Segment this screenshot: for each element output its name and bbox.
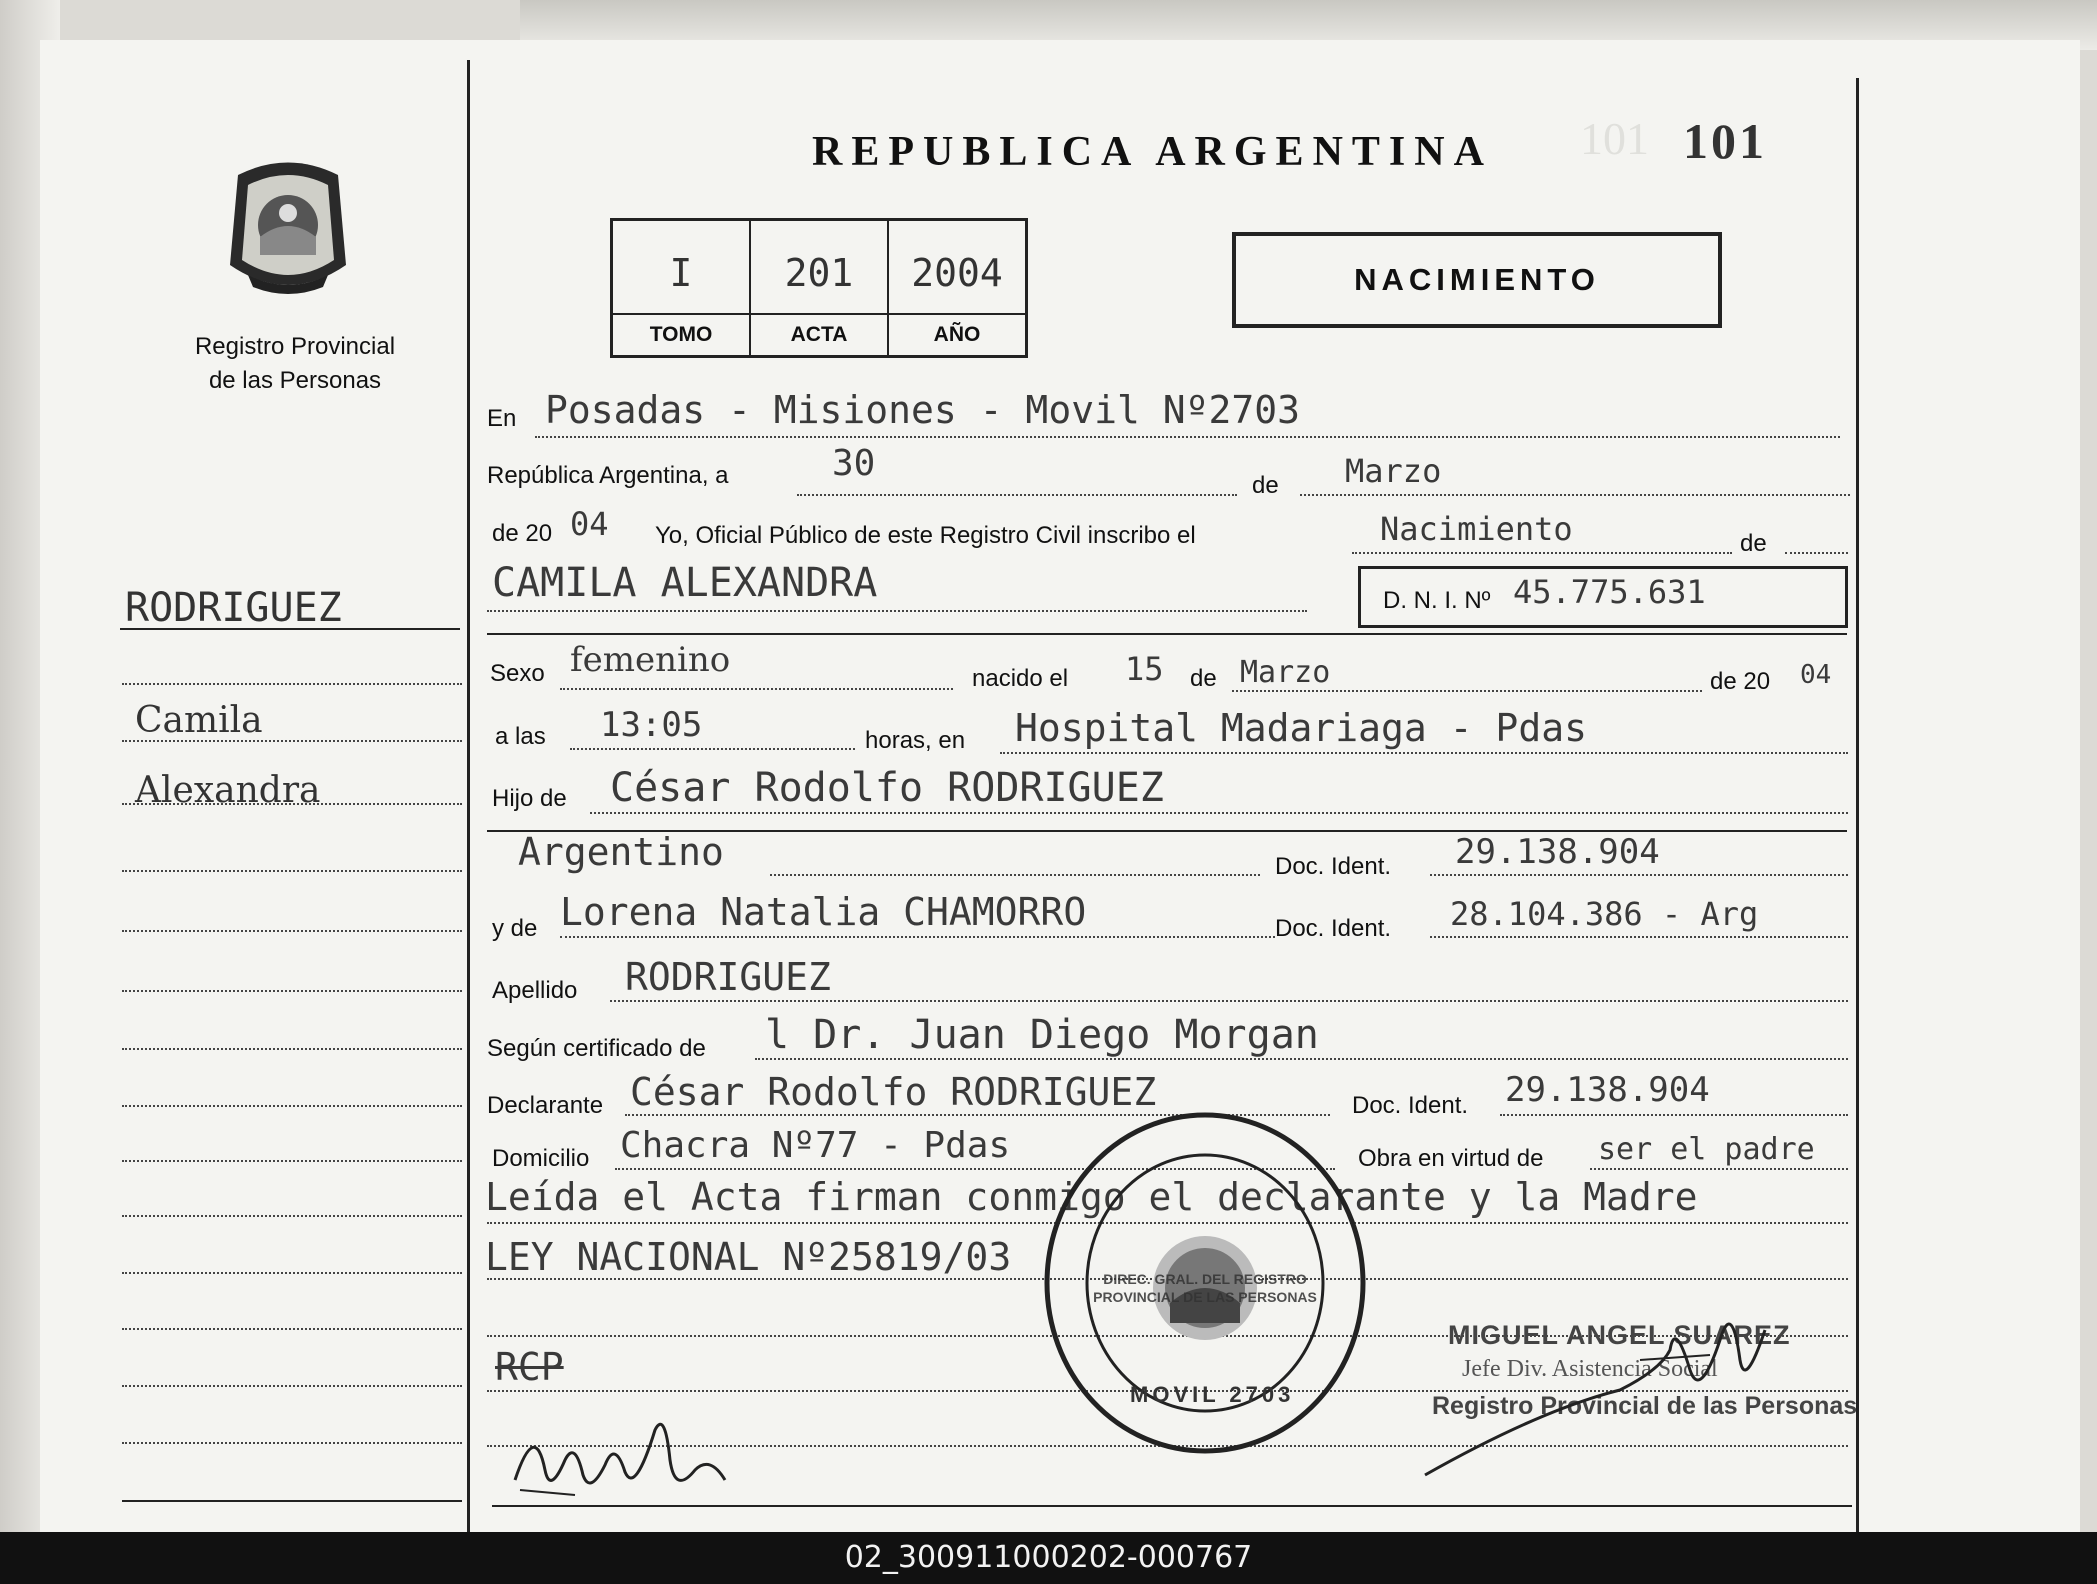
form-line — [797, 494, 1237, 496]
margin-rule — [122, 803, 462, 805]
reference-label: ACTA — [751, 313, 887, 355]
margin-rule — [122, 1105, 462, 1107]
label-doc-ident: Doc. Ident. — [1352, 1092, 1469, 1119]
form-line — [535, 436, 1840, 438]
column-divider — [467, 60, 470, 1532]
field-dni: 45.775.631 — [1513, 573, 1706, 611]
form-line — [610, 1000, 1848, 1002]
label-horas: horas, en — [865, 727, 966, 754]
margin-rule — [122, 1328, 462, 1330]
label-dni: D. N. I. Nº — [1383, 587, 1491, 614]
field-year-suffix: 04 — [570, 505, 609, 543]
country-title: REPUBLICA ARGENTINA — [812, 129, 1493, 175]
field-certificado: l Dr. Juan Diego Morgan — [765, 1012, 1319, 1058]
margin-surname: RODRIGUEZ — [125, 585, 342, 631]
reference-cell-tomo — [613, 221, 751, 355]
form-line — [1000, 752, 1848, 754]
label-apellido: Apellido — [492, 977, 578, 1004]
label-de: de — [1190, 665, 1217, 692]
province-seal-icon — [218, 155, 358, 305]
field-domicilio: Chacra Nº77 - Pdas — [620, 1125, 1011, 1166]
field-declarante: César Rodolfo RODRIGUEZ — [630, 1070, 1157, 1114]
signature-left-icon — [505, 1400, 765, 1510]
label-declarante: Declarante — [487, 1092, 604, 1119]
field-father-name: César Rodolfo RODRIGUEZ — [610, 765, 1164, 811]
margin-rule — [122, 1272, 462, 1274]
image-id-bar: 02_300911000202-000767 — [0, 1532, 2097, 1584]
field-birth-month: Marzo — [1240, 655, 1331, 690]
form-line — [1232, 690, 1702, 692]
label-republica: República Argentina, a — [487, 462, 729, 489]
field-birth-year-suffix: 04 — [1800, 660, 1832, 690]
label-year-prefix: de 20 — [492, 520, 553, 547]
reference-cell-acta — [751, 221, 889, 355]
stamp-sub: MOVIL 2703 — [1130, 1382, 1295, 1407]
field-obra: ser el padre — [1598, 1132, 1815, 1167]
reference-value: 201 — [784, 251, 854, 295]
label-doc-ident: Doc. Ident. — [1275, 915, 1392, 942]
field-birth-place: Hospital Madariaga - Pdas — [1015, 706, 1587, 750]
field-birth-day: 15 — [1125, 650, 1164, 688]
dni-box — [1358, 566, 1848, 628]
registry-name-line: de las Personas — [208, 367, 382, 394]
form-line — [590, 812, 1848, 814]
margin-rule — [122, 930, 462, 932]
form-line — [755, 1058, 1848, 1060]
official-org: Registro Provincial de las Personas — [1432, 1392, 1858, 1420]
margin-rule — [122, 990, 462, 992]
initials: RCP — [495, 1345, 564, 1389]
field-mother-name: Lorena Natalia CHAMORRO — [560, 890, 1087, 934]
margin-rule — [122, 740, 462, 742]
label-doc-ident: Doc. Ident. — [1275, 853, 1392, 880]
reference-value: I — [669, 251, 693, 295]
label-sexo: Sexo — [490, 660, 545, 687]
field-birth-time: 13:05 — [600, 705, 703, 745]
label-obra: Obra en virtud de — [1358, 1145, 1544, 1172]
record-type-box: NACIMIENTO — [1232, 232, 1722, 328]
field-declarante-doc: 29.138.904 — [1505, 1070, 1710, 1110]
field-apellido: RODRIGUEZ — [625, 955, 831, 999]
margin-rule — [122, 1442, 462, 1444]
field-day: 30 — [832, 443, 876, 484]
label-hijo: Hijo de — [492, 785, 567, 812]
label-de: de — [1740, 530, 1767, 557]
form-line — [560, 688, 953, 690]
field-sexo: femenino — [570, 640, 731, 680]
field-registered-act: Nacimiento — [1380, 510, 1573, 548]
form-line — [1500, 1114, 1848, 1116]
official-title: Jefe Div. Asistencia Social — [1462, 1356, 1718, 1382]
label-birth-year-prefix: de 20 — [1710, 668, 1771, 695]
signature-right-icon — [1420, 1260, 1800, 1480]
form-line — [1352, 552, 1732, 554]
faint-page-number: 101 — [1580, 113, 1649, 164]
margin-rule — [122, 870, 462, 872]
label-y-de: y de — [492, 915, 538, 942]
label-en: En — [487, 405, 517, 432]
field-father-nationality: Argentino — [518, 830, 724, 874]
form-line — [1300, 494, 1850, 496]
page-number: 101 — [1683, 113, 1767, 169]
margin-rule — [122, 1500, 462, 1502]
margin-given-name: Alexandra — [135, 770, 321, 811]
label-certificado: Según certificado de — [487, 1035, 706, 1062]
note-line: LEY NACIONAL Nº25819/03 — [485, 1235, 1012, 1279]
field-child-name: CAMILA ALEXANDRA — [492, 560, 878, 606]
form-line — [1785, 552, 1848, 554]
margin-rule — [122, 1160, 462, 1162]
reference-cell-ano — [889, 221, 1025, 355]
margin-rule — [122, 1048, 462, 1050]
margin-rule — [122, 1385, 462, 1387]
reference-value: 2004 — [911, 251, 1003, 295]
field-mother-doc: 28.104.386 - Arg — [1450, 895, 1759, 933]
margin-given-name: Camila — [135, 700, 263, 741]
reference-label: TOMO — [613, 313, 749, 355]
form-line — [1430, 936, 1848, 938]
form-line — [1590, 1168, 1848, 1170]
margin-rule — [120, 628, 460, 630]
reference-label: AÑO — [889, 313, 1025, 355]
form-line — [570, 748, 855, 750]
note-line: Leída el Acta firman conmigo el declarante y la Madre — [485, 1175, 1698, 1219]
registry-name-line: Registro Provincial — [194, 333, 396, 360]
label-de: de — [1252, 472, 1279, 499]
form-line — [560, 936, 1275, 938]
field-place: Posadas - Misiones - Movil Nº2703 — [545, 388, 1300, 432]
label-domicilio: Domicilio — [492, 1145, 590, 1172]
margin-rule — [122, 683, 462, 685]
form-rule — [487, 633, 1847, 635]
reference-table — [610, 218, 1028, 358]
label-nacido: nacido el — [972, 665, 1069, 692]
margin-rule — [122, 1215, 462, 1217]
registry-name — [150, 330, 440, 398]
right-border — [1856, 78, 1859, 1532]
field-month: Marzo — [1345, 452, 1442, 490]
form-line — [487, 610, 1307, 612]
official-name: MIGUEL ANGEL SUAREZ — [1448, 1320, 1791, 1350]
label-statement: Yo, Oficial Público de este Registro Civil inscribo el — [655, 522, 1196, 549]
form-line — [770, 874, 1260, 876]
stamp-text: DIREC. GRAL. DEL REGISTRO PROVINCIAL DE LAS PERSONAS — [1093, 1271, 1317, 1305]
field-father-doc: 29.138.904 — [1455, 832, 1660, 872]
label-a-las: a las — [495, 723, 546, 750]
form-line — [1430, 874, 1848, 876]
